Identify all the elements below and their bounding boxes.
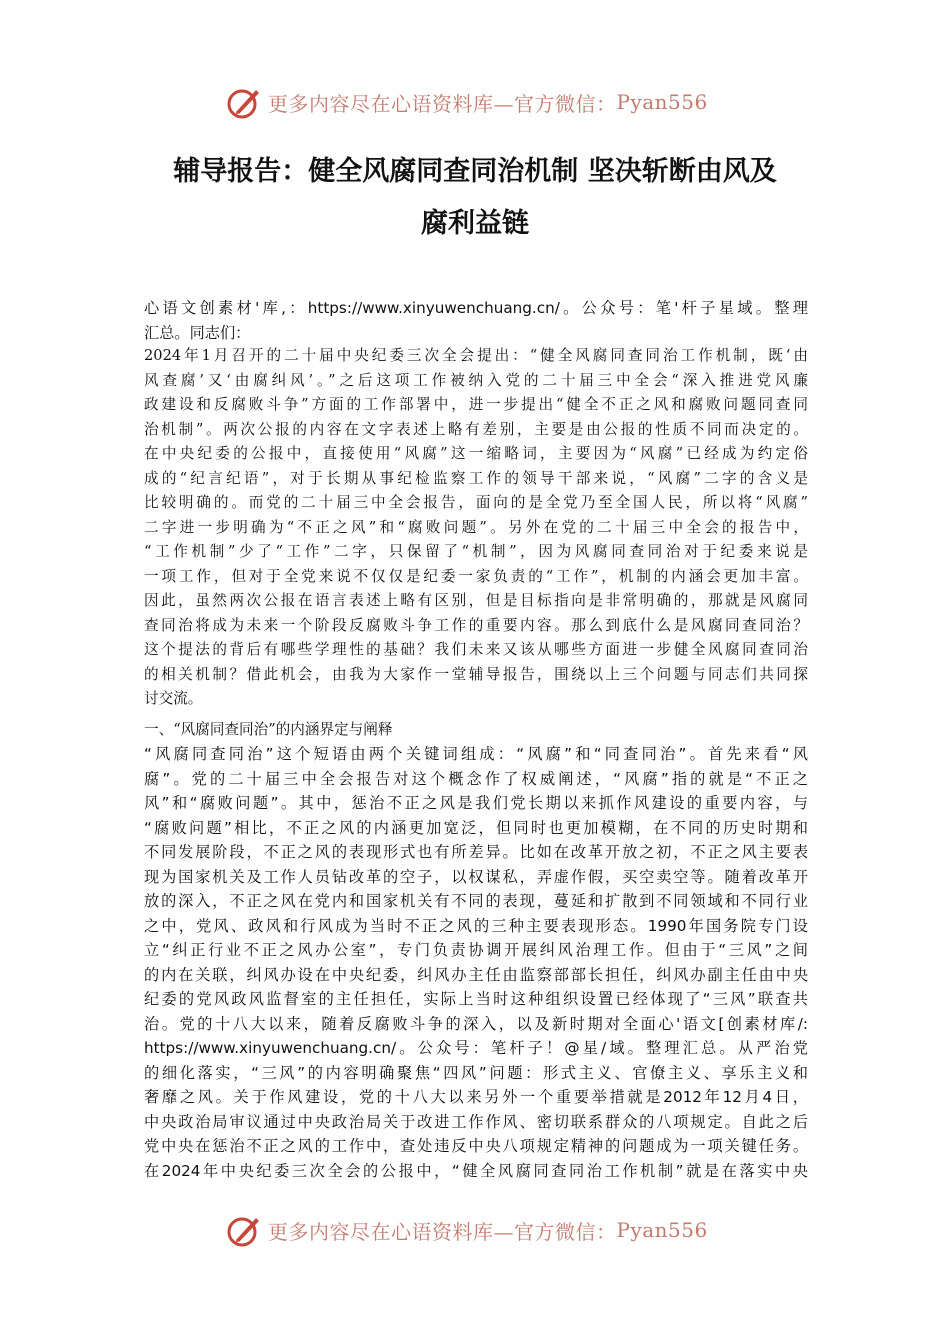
text-line: 查同治将成为未来一个阶段反腐败斗争工作的重要内容。那么到底什么是风腐同查同治？ — [144, 616, 808, 634]
text-line: 政建设和反腐败斗争”方面的工作部署中，进一步提出“健全不正之风和腐败问题同查同 — [144, 396, 808, 413]
banner-text: 更多内容尽在心语资料库—官方微信： — [268, 1219, 617, 1244]
banner-account: Pyan556 — [616, 90, 708, 114]
text-line: 二字进一步明确为“不正之风”和“腐败问题”。另外在党的二十届三中全会的报告中， — [144, 518, 808, 536]
section-heading — [144, 718, 808, 743]
text-line: 奢靡之风。关于作风建设，党的十八大以来另外一个重要举措就是2012年12月4日， — [144, 1088, 808, 1106]
text-line: 比较明确的。而党的二十届三中全会报告，面向的是全党乃至全国人民，所以将“风腐” — [144, 494, 808, 511]
text-line: “腐败问题”相比，不正之风的内涵更加宽泛，但同时也更加模糊，在不同的历史时期和 — [144, 818, 808, 837]
text-line: 党中央在惩治不正之风的工作中，查处违反中央八项规定精神的问题成为一项关键任务。 — [144, 1137, 808, 1155]
text-line: 放的深入，不正之风在党内和国家机关有不同的表现，蔓延和扩散到不同领域和不同行业 — [144, 892, 808, 910]
text-line: 汇总。同志们： — [144, 323, 251, 342]
paragraph-3 — [144, 742, 808, 1183]
text-line: 这个提法的背后有哪些学理性的基础？我们未来又该从哪些方面进一步健全风腐同查同治 — [144, 641, 808, 658]
text-line: 治。党的十八大以来，随着反腐败斗争的深入，以及新时期对全面心'语文[创素材库/: — [144, 1014, 808, 1033]
title-line: 腐利益链 — [421, 208, 529, 239]
text-line: 因此，虽然两次公报在语言表述上略有区别，但是目标指向是非常明确的，那就是风腐同 — [144, 592, 808, 609]
text-line: 现为国家机关及工作人员钻改革的空子，以权谋私，弄虚作假，买空卖空等。随着改革开 — [144, 867, 808, 886]
paragraph-1 — [144, 344, 808, 442]
text-line: 之中，党风、政风和行风成为当时不正之风的三种主要表现形态。1990年国务院专门设 — [144, 916, 808, 935]
intro-paragraph — [144, 296, 808, 345]
text-line: 风查腐’又‘由腐纠风’。”之后这项工作被纳入党的二十届三中全会“深入推进党风廉 — [144, 371, 808, 389]
text-line: 纪委的党风政风监督室的主任担任，实际上当时这种组织设置已经体现了“三风”联查共 — [144, 990, 808, 1008]
text-line: 一项工作，但对于全党来说不仅仅是纪委一家负责的“工作”，机制的内涵会更加丰富。 — [144, 567, 808, 585]
text-line: “工作机制”少了“工作”二字，只保留了“机制”，因为风腐同查同治对于纪委来说是 — [144, 543, 808, 560]
text-line: 的内在关联，纠风办设在中央纪委，纠风办主任由监察部部长担任，纠风办副主任由中央 — [144, 965, 808, 984]
document-title — [120, 146, 830, 250]
banner-account: Pyan556 — [616, 1218, 708, 1242]
text-line: 在中央纪委的公报中，直接使用“风腐”这一缩略词，主要因为“风腐”已经成为约定俗 — [144, 445, 808, 462]
text-line: 不同发展阶段，不正之风的表现形式也有所差异。比如在改革开放之初，不正之风主要表 — [144, 843, 808, 861]
text-line: 2024年1月召开的二十届中央纪委三次全会提出：“健全风腐同查同治工作机制，既‘由 — [144, 347, 808, 364]
quill-logo-icon — [226, 1212, 262, 1248]
banner-text: 更多内容尽在心语资料库—官方微信： — [268, 91, 617, 116]
footer-banner[interactable] — [226, 1210, 708, 1250]
paragraph-2 — [144, 442, 808, 712]
text-line: 治机制”。两次公报的内容在文字表述上略有差别，主要是由公报的性质不同而决定的。 — [144, 420, 808, 438]
text-line: 在2024年中央纪委三次全会的公报中，“健全风腐同查同治工作机制”就是在落实中央 — [144, 1161, 808, 1180]
text-line: 的相关机制？借此机会，由我为大家作一堂辅导报告，围绕以上三个问题与同志们共同探 — [144, 665, 808, 683]
heading-text: 一、“风腐同查同治”的内涵界定与阐释 — [144, 721, 393, 738]
quill-logo-icon — [226, 84, 262, 120]
text-line: 讨交流。 — [144, 690, 203, 707]
text-line: 立“纠正行业不正之风办公室”，专门负责协调开展纠风治理工作。但由于“三风”之间 — [144, 941, 808, 959]
text-line: 心语文创素材'库,：https://www.xinyuwenchuang.cn/。公众号：笔'杆子星域。整理 — [144, 299, 808, 317]
text-line: 中央政治局审议通过中央政治局关于改进工作作风、密切联系群众的八项规定。自此之后 — [144, 1112, 808, 1131]
text-line: 成的“纪言纪语”，对于长期从事纪检监察工作的领导干部来说，“风腐”二字的含义是 — [144, 469, 808, 487]
text-line: “风腐同查同治”这个短语由两个关键词组成：“风腐”和“同查同治”。首先来看“风 — [144, 745, 808, 763]
text-line: 腐”。党的二十届三中全会报告对这个概念作了权威阐述，“风腐”指的就是“不正之 — [144, 769, 808, 788]
text-line: https://www.xinyuwenchuang.cn/。公众号：笔杆子！@星/域。整理汇总。从严治党 — [144, 1039, 808, 1057]
title-line: 辅导报告：健全风腐同查同治机制 坚决斩断由风及 — [173, 156, 777, 187]
header-banner[interactable] — [226, 82, 708, 122]
text-line: 风”和“腐败问题”。其中，惩治不正之风是我们党长期以来抓作风建设的重要内容，与 — [144, 794, 808, 812]
text-line: 的细化落实，“三风”的内容明确聚焦“四风”问题：形式主义、官僚主义、享乐主义和 — [144, 1063, 808, 1082]
